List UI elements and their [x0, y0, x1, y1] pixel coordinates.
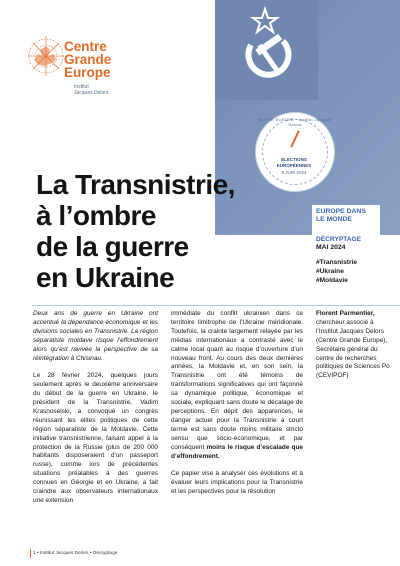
- logo-line1: Centre: [64, 39, 107, 54]
- badge-arc-text: NOTRE EUROPE · Institut Jacques Delors: [258, 117, 332, 127]
- logo-subtitle: [74, 84, 108, 96]
- section-line2: LE MONDE: [316, 216, 352, 223]
- title-line1: La Transnistrie,: [36, 169, 235, 200]
- paragraph-text: immédiate du conflit ukrainien dans ce territoire limitrophe de l’Ukraine méridionale. Toutefois, la crainte largement relayée par les médias internationaux a contrasté avec le calme local quant au risque d’ouverture d’un nouveau front. Au cours des deux dernières années, la Moldavie et, en son sein, la Transnistrie ont été témoins de transformations significatives qui ont façonné sa dynamique politique, économique et sociale, expliquant sans doute le décalage de perceptions. En dépit des apparences, le danger actuel pour la Transnistrie à court terme est sans doute moins militaire stricto sensu que socio-économique, et par conséquent: [171, 310, 303, 451]
- title-line3: de la guerre: [36, 231, 189, 262]
- paragraph-bold: moins le risque d’escalade que d’effondrement.: [171, 443, 303, 460]
- author-bio: chercheur associé à l’Institut Jacques Delors (Centre Grande Europe), Secrétaire général du centre de recherches politiques de Sciences Po (CEVIPOF): [316, 318, 390, 380]
- logo-line3: Europe: [64, 65, 111, 80]
- section-label: [316, 208, 396, 224]
- badge-line3: 9 JUIN 2024: [281, 170, 307, 175]
- tag-item[interactable]: #Transnistrie: [316, 259, 358, 266]
- section-line1: EUROPE DANS: [316, 208, 366, 215]
- logo-line2: Grande: [64, 52, 112, 67]
- doc-date: MAI 2024: [316, 244, 346, 251]
- author-name: Florent Parmentier,: [316, 310, 375, 317]
- hammer-sickle-icon: [235, 5, 295, 85]
- logo-sub2: Jacques Delors: [74, 90, 109, 96]
- tag-list: [316, 258, 357, 285]
- logo: [22, 30, 132, 100]
- body-column-2: [171, 310, 303, 506]
- lead-paragraph: Deux ans de guerre en Ukraine ont accentué la dépendance économique et les divisions sociales en Transnistrie. La région séparatiste moldave risque l’effondrement alors qu’est ravivée la perspective de sa réintégration à Chisinau.: [33, 310, 158, 362]
- tag-item[interactable]: #Ukraine: [316, 268, 344, 275]
- tag-item[interactable]: #Moldavie: [316, 277, 348, 284]
- badge-line2: EUROPÉENNES: [276, 163, 312, 168]
- logo-wordmark: [64, 40, 111, 79]
- paragraph: [171, 310, 303, 461]
- body-column-1: [33, 310, 158, 515]
- doc-type: DÉCRYPTAGE: [316, 236, 362, 243]
- title-line2: à l’ombre: [36, 200, 156, 231]
- logo-sub1: Institut: [74, 84, 89, 90]
- europe-map-icon: [26, 30, 66, 86]
- paragraph: Ce papier vise à analyser ces évolutions et à évaluer leurs implications pour la Transnistrie et les perspectives pour la résolution: [171, 470, 303, 496]
- page-title: [36, 169, 272, 293]
- footer-text: 1 • Institut Jacques Delors • Décryptage: [33, 551, 118, 556]
- divider: [32, 305, 400, 306]
- title-line4: en Ukraine: [36, 262, 175, 293]
- badge-line1: ÉLECTIONS: [281, 157, 307, 162]
- footer-accent: [30, 549, 31, 558]
- paragraph: Le 28 février 2024, quelques jours seulement après le deuxième anniversaire du début de la guerre en Ukraine, le président de la Transnistrie, Vadim Krasnoselski, a convoqué un congrès réunissant les élites politiques de cette région séparatiste de la Moldavie. Cette initiative transnistrienne, faisant appel à la protection de la Russie (plus de 200 000 habitants disposeraient d’un passeport russe), comme lors de précédentes situations préalables à des guerres connues en Géorgie et en Ukraine, a fait craindre aux observateurs internationaux une extension: [33, 372, 158, 505]
- author-block: [316, 310, 394, 381]
